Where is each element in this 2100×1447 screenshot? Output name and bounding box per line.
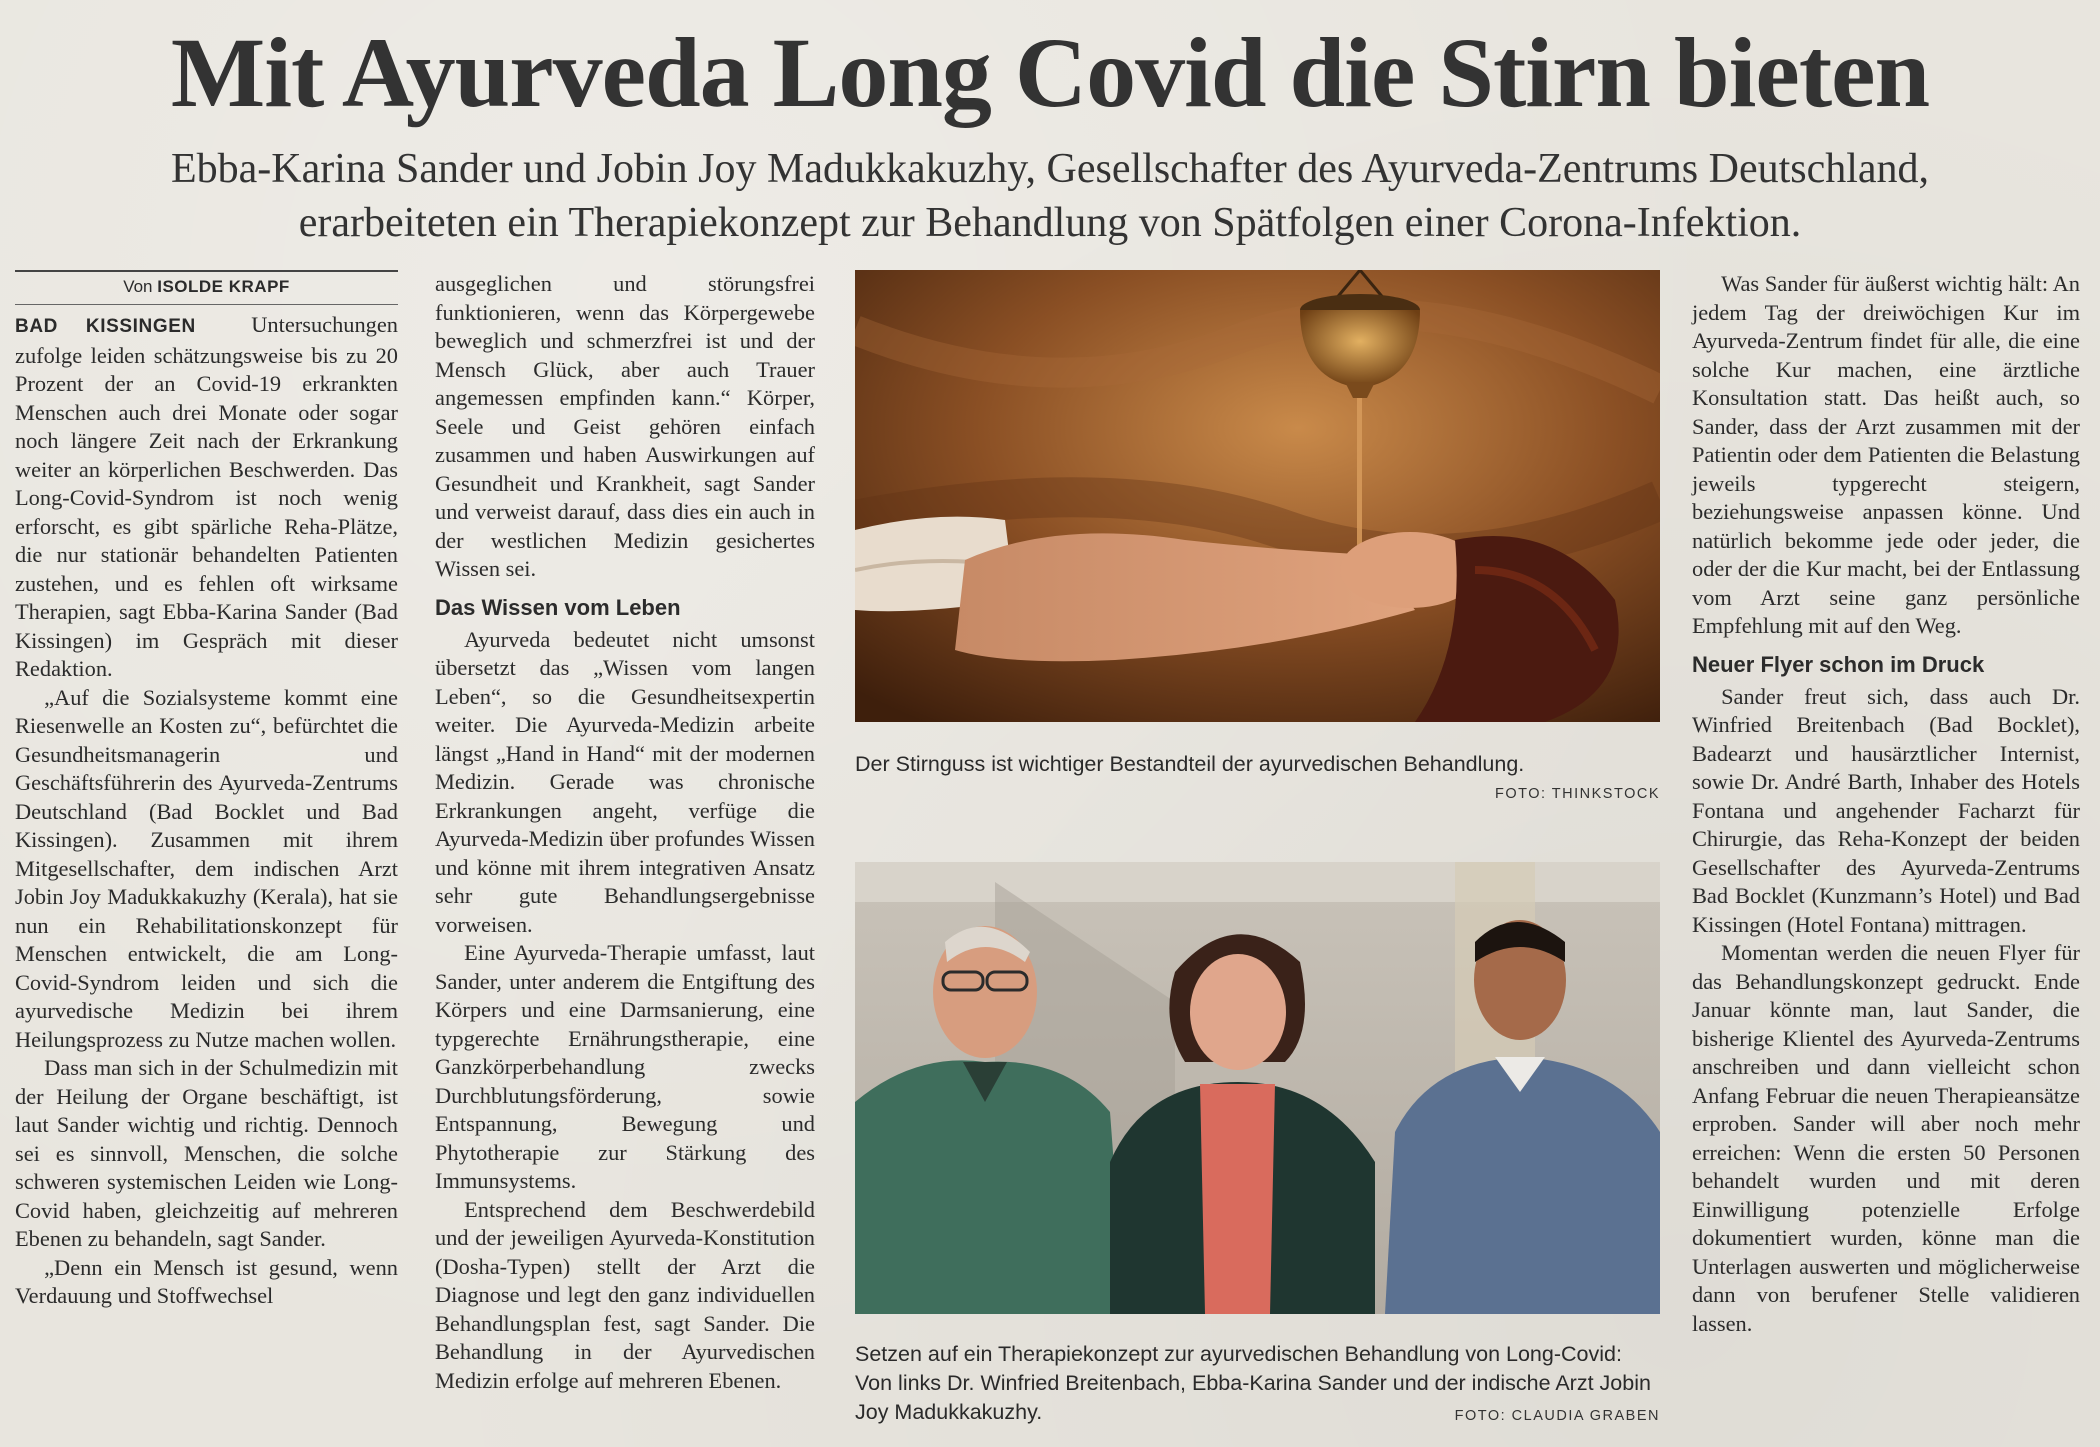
paragraph: ausgeglichen und störungsfrei funktionieren, wenn das Körpergewebe beweglich und schmerzfrei ist und der Mensch Glück, aber auch Trauer angemessen empfinden kann.“ Körper, Seele und Geist gehören einfach zusammen und haben Auswirkungen auf Gesundheit und Krankheit, sagt Sander und verweist darauf, dass dies ein auch in der westlichen Medizin gesichertes Wissen sei. (435, 271, 815, 581)
paragraph: Ayurveda bedeutet nicht umsonst übersetzt das „Wissen vom langen Leben“, so die Gesundheitsexpertin weiter. Die Ayurveda-Medizin arbeite längst „Hand in Hand“ mit der modernen Medizin. Gerade was chronische Erkrankungen angeht, verfüge die Ayurveda-Medizin über profundes Wissen und könne mit ihrem integrativen Ansatz sehr gute Behandlungsergebnisse vorweisen. (435, 626, 815, 937)
photo-stirnguss (855, 270, 1660, 722)
subheadline (20, 142, 2080, 250)
byline-author: ISOLDE KRAPF (157, 277, 290, 296)
subheadline-line-2: erarbeiteten ein Therapiekonzept zur Behandlung von Spätfolgen einer Corona-Infektion. (298, 200, 1802, 246)
photo-group (855, 862, 1660, 1314)
headline: Mit Ayurveda Long Covid die Stirn bieten (170, 17, 1930, 128)
subheadline-line-1: Ebba-Karina Sander und Jobin Joy Madukkakuzhy, Gesellschafter des Ayurveda-Zentrums Deutschland, (170, 146, 1930, 192)
article-column-1 (15, 270, 398, 1311)
article-column-4 (1692, 270, 2080, 1338)
byline (15, 270, 398, 305)
paragraph: Momentan werden die neuen Flyer für das Behandlungskonzept gedruckt. Ende Januar könnte man, laut Sander, die bisherige Klientel des Ayurveda-Zentrums anschreiben und dann vielleicht schon Anfang Februar die neuen Therapieansätze erproben. Sander will aber noch mehr erreichen: Wenn die ersten 50 Personen behandelt wurden und mit deren Einwilligung potenzielle Erfolge dokumentiert wurden, könne man die Unterlagen auswerten und möglicherweise dann von berufener Stelle validieren lassen. (1692, 940, 2080, 1336)
subheading: Neuer Flyer schon im Druck (1692, 651, 1985, 677)
photo-stirnguss-credit: FOTO: THINKSTOCK (1495, 786, 1660, 802)
subheading: Das Wissen vom Leben (435, 594, 681, 620)
photo-group-image (855, 862, 1660, 1314)
byline-prefix: Von (123, 277, 153, 296)
paragraph: Sander freut sich, dass auch Dr. Winfried Breitenbach (Bad Bocklet), Badearzt und hausärztlicher Internist, sowie Dr. André Barth, Inhaber des Hotels Fontana und angehender Facharzt für Chirurgie, das Reha-Konzept der beiden Gesellschafter des Ayurveda-Zentrums Bad Bocklet (Kunzmann’s Hotel) und Bad Kissingen (Hotel Fontana) mittragen. (1692, 683, 2080, 937)
article-column-2 (435, 270, 815, 1395)
photo-group-credit: FOTO: CLAUDIA GRABEN (1454, 1408, 1660, 1424)
paragraph (15, 311, 398, 684)
paragraph: Was Sander für äußerst wichtig hält: An jedem Tag der dreiwöchigen Kur im Ayurveda-Zentrum findet für alle, die eine solche Kur machen, eine ärztliche Konsultation statt. Das heißt auch, so Sander, dass der Arzt zusammen mit der Patientin oder dem Patienten die Belastung jeweils typgerecht steigern, beziehungsweise anpassen könne. Und natürlich bekomme jede oder jeder, die oder der die Kur macht, bei der Entlassung vom Arzt seine ganz persönliche Empfehlung mit auf den Weg. (1692, 271, 2080, 638)
paragraph: „Denn ein Mensch ist gesund, wenn Verdauung und Stoffwechsel (15, 1254, 398, 1308)
paragraph-text: Untersuchungen zufolge leiden schätzungsweise bis zu 20 Prozent der an Covid-19 erkrankten Menschen auch drei Monate oder sogar noch längere Zeit nach der Erkrankung weiter an körperlichen Beschwerden. Das Long-Covid-Syndrom ist noch wenig erforscht, es gibt spärliche Reha-Plätze, die nur stationär behandelten Patienten zustehen, und es fehlen oft wirksame Therapien, sagt Ebba-Karina Sander (Bad Kissingen) im Gespräch mit dieser Redaktion. (15, 312, 398, 681)
paragraph: Entsprechend dem Beschwerdebild und der jeweiligen Ayurveda-Konstitution (Dosha-Typen) stellt der Arzt die Diagnose und legt den ganz individuellen Behandlungsplan fest, sagt Sander. Die Behandlung in der Ayurvedischen Medizin erfolge auf mehreren Ebenen. (435, 1196, 815, 1393)
paragraph: „Auf die Sozialsysteme kommt eine Riesenwelle an Kosten zu“, befürchtet die Gesundheitsmanagerin und Geschäftsführerin des Ayurveda-Zentrums Deutschland (Bad Bocklet und Bad Kissingen). Zusammen mit ihrem Mitgesellschafter, dem indischen Arzt Jobin Joy Madukkakuzhy (Kerala), hat sie nun ein Rehabilitationskonzept für Menschen entwickelt, die am Long-Covid-Syndrom leiden und sich die ayurvedische Medizin bei ihrem Heilungsprozess zu Nutze machen wollen. (15, 684, 398, 1052)
paragraph: Eine Ayurveda-Therapie umfasst, laut Sander, unter anderem die Entgiftung des Körpers und eine Darmsanierung, eine typgerechte Ernährungstherapie, eine Ganzkörperbehandlung zwecks Durchblutungsförderung, sowie Entspannung, Bewegung und Phytotherapie zur Stärkung des Immunsystems. (435, 940, 815, 1193)
photo-stirnguss-caption: Der Stirnguss ist wichtiger Bestandteil der ayurvedischen Behandlung. (855, 752, 1525, 776)
photo-group-caption: Setzen auf ein Therapiekonzept zur ayurvedischen Behandlung von Long-Covid: Von links Dr. Winfried Breitenbach, Ebba-Karina Sander und der indische Arzt Jobin Joy Madukkakuzhy. (855, 1342, 1651, 1424)
dateline: BAD KISSINGEN (15, 316, 196, 337)
photo-stirnguss-image (855, 270, 1660, 722)
paragraph: Dass man sich in der Schulmedizin mit der Heilung der Organe beschäftigt, ist laut Sander wichtig und richtig. Dennoch sei es sinnvoll, Menschen, die solche schweren systemischen Leiden wie Long-Covid haben, gleichzeitig auf mehreren Ebenen zu behandeln, sagt Sander. (15, 1055, 398, 1251)
